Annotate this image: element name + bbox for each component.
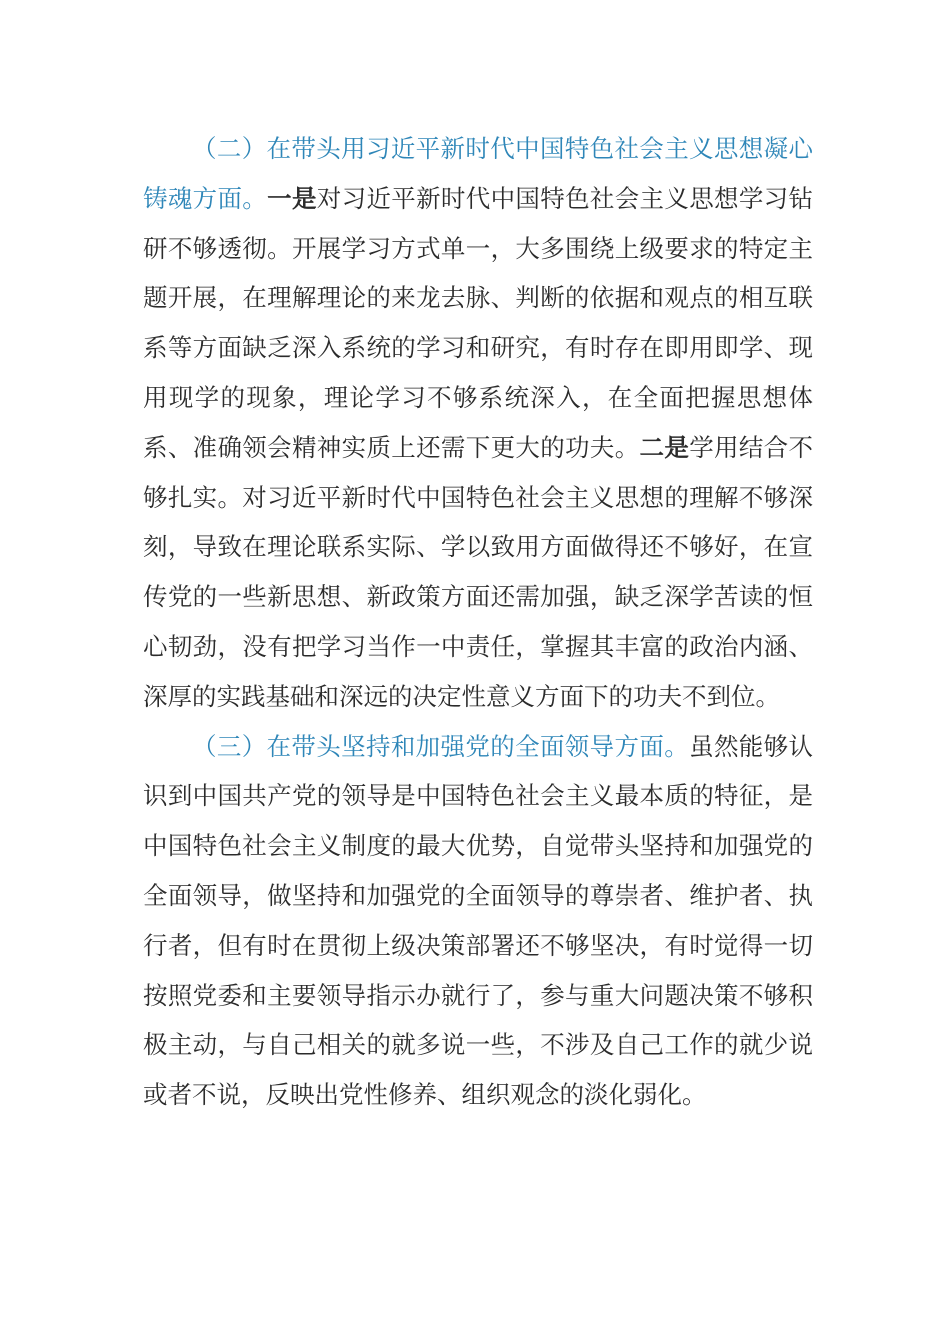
- section-heading-2: （二）在带头用习近平新时代中国特色社会主义思想凝心铸魂方面。: [143, 134, 813, 213]
- point-marker-2: 二是: [639, 432, 690, 462]
- point-text-1: 对习近平新时代中国特色社会主义思想学习钻研不够透彻。开展学习方式单一，大多围绕上级要求的特定主题开展，在理解理论的来龙去脉、判断的依据和观点的相互联系等方面缺乏深入系统的学习和研究，有时存在即用即学、现用现学的现象，理论学习不够系统深入，在全面把握思想体系、准确领会精神实质上还需下更大的功夫。: [143, 183, 814, 462]
- document-body: [143, 124, 813, 1120]
- point-text-2: 学用结合不够扎实。对习近平新时代中国特色社会主义思想的理解不够深刻，导致在理论联系实际、学以致用方面做得还不够好，在宣传党的一些新思想、新政策方面还需加强，缺乏深学苦读的恒心韧劲，没有把学习当作一中责任，掌握其丰富的政治内涵、深厚的实践基础和深远的决定性意义方面下的功夫不到位。: [143, 432, 814, 711]
- paragraph-3: [143, 722, 813, 1120]
- paragraph-2: [143, 124, 813, 722]
- point-marker-1: 一是: [267, 183, 317, 213]
- section-heading-3: （三）在带头坚持和加强党的全面领导方面。: [192, 731, 690, 761]
- section-body-3: 虽然能够认识到中国共产党的领导是中国特色社会主义最本质的特征，是中国特色社会主义制度的最大优势，自觉带头坚持和加强党的全面领导，做坚持和加强党的全面领导的尊崇者、维护者、执行者，但有时在贯彻上级决策部署还不够坚决，有时觉得一切按照党委和主要领导指示办就行了，参与重大问题决策不够积极主动，与自己相关的就多说一些，不涉及自己工作的就少说或者不说，反映出党性修养、组织观念的淡化弱化。: [143, 731, 814, 1110]
